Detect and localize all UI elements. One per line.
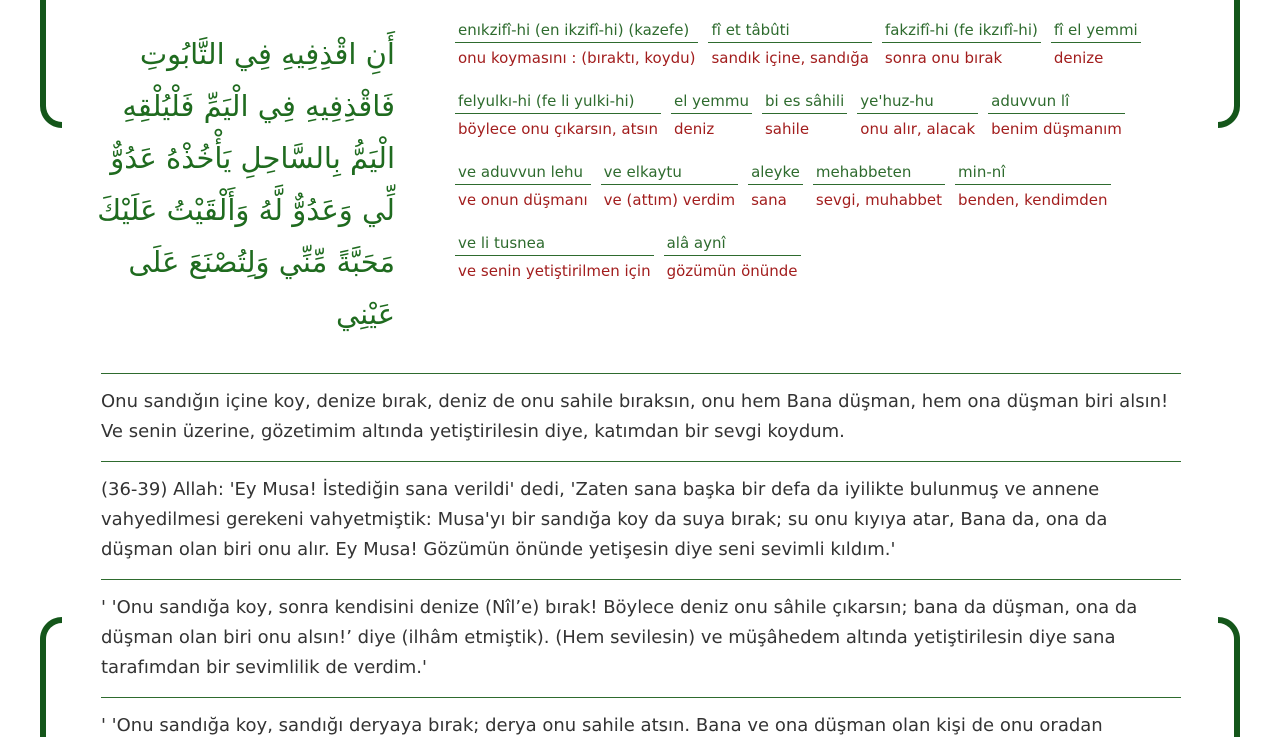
- word-meaning: böylece onu çıkarsın, atsın: [458, 120, 658, 138]
- word-transliteration: ve elkaytu: [601, 162, 738, 185]
- word-meaning: onu alır, alacak: [860, 120, 976, 138]
- word-transliteration: el yemmu: [671, 91, 752, 114]
- arabic-verse: أَنِ اقْذِفِيهِ فِي التَّابُوتِ فَاقْذِفِيهِ فِي الْيَمِّ فَلْيُلْقِهِ الْيَمُّ بِالسَّاحِلِ يَأْخُذْهُ عَدُوٌّ لِّي وَعَدُوٌّ لَّهُ وَأَلْقَيْتُ عَلَيْكَ مَحَبَّةً مِّنِّي وَلِتُصْنَعَ عَلَى عَيْنِي: [97, 37, 395, 331]
- word-transliteration: bi es sâhili: [762, 91, 847, 114]
- word-item: [748, 162, 803, 233]
- word-meaning: deniz: [673, 120, 715, 138]
- word-meaning: sonra onu bırak: [884, 49, 1003, 67]
- word-item: [601, 162, 738, 233]
- top-left-bracket: [40, 0, 62, 128]
- word-item: [455, 162, 591, 233]
- word-item: [857, 91, 978, 162]
- word-meaning: denize: [1053, 49, 1104, 67]
- word-item: [813, 162, 945, 233]
- word-item: [455, 20, 698, 91]
- translation-text: ' 'Onu sandığa koy, sandığı deryaya bırak; derya onu sahile atsın. Bana ve ona düşman olan kişi de onu oradan: [101, 697, 1181, 755]
- word-transliteration: ve li tusnea: [455, 233, 654, 256]
- word-meaning: gözümün önünde: [666, 262, 798, 280]
- word-item: [882, 20, 1041, 91]
- translation-text: ' 'Onu sandığa koy, sonra kendisini denize (Nîl’e) bırak! Böylece deniz onu sâhile çıkarsın; bana da düşman, ona da düşman olan biri onu alsın!’ diye (ilhâm etmiştik). (Hem sevilesin) ve müşâhedem altında yetiştirilesin diye sana tarafımdan bir sevimlilik de verdim.': [101, 579, 1181, 697]
- word-row: [455, 20, 1195, 91]
- word-meaning: onu koymasını : (bıraktı, koydu): [458, 49, 696, 67]
- word-meaning: ve onun düşmanı: [458, 191, 588, 209]
- word-transliteration: fî el yemmi: [1051, 20, 1141, 43]
- word-meaning: benden, kendimden: [958, 191, 1108, 209]
- bottom-left-bracket: [40, 617, 62, 737]
- word-transliteration: aduvvun lî: [988, 91, 1125, 114]
- word-meaning: sevgi, muhabbet: [815, 191, 943, 209]
- word-row: [455, 162, 1195, 233]
- word-transliteration: fî et tâbûti: [708, 20, 871, 43]
- word-transliteration: enıkzifî-hi (en ikzifî-hi) (kazefe): [455, 20, 698, 43]
- word-meaning: benim düşmanım: [991, 120, 1122, 138]
- word-row: [455, 91, 1195, 162]
- word-transliteration: fakzifî-hi (fe ikzıfî-hi): [882, 20, 1041, 43]
- word-meaning: sana: [751, 191, 787, 209]
- word-transliteration: felyulkı-hi (fe li yulki-hi): [455, 91, 661, 114]
- word-transliteration: min-nî: [955, 162, 1111, 185]
- word-item: [708, 20, 871, 91]
- word-transliteration: alâ aynî: [664, 233, 801, 256]
- translation-text: (36-39) Allah: 'Ey Musa! İstediğin sana verildi' dedi, 'Zaten sana başka bir defa da iyilikte bulunmuş ve annene vahyedilmesi gerekeni vahyetmiştik: Musa'yı bir sandığa koy da suya bırak; su onu kıyıya atar, Bana da, ona da düşman olan biri onu alır. Ey Musa! Gözümün önünde yetişesin diye seni sevimli kıldım.': [101, 461, 1181, 579]
- top-right-bracket: [1218, 0, 1240, 128]
- word-item: [664, 233, 801, 304]
- word-item: [455, 91, 661, 162]
- word-item: [988, 91, 1125, 162]
- word-meaning: ve (attım) verdim: [603, 191, 736, 209]
- word-item: [955, 162, 1111, 233]
- word-by-word-grid: [455, 20, 1195, 304]
- word-item: [671, 91, 752, 162]
- word-item: [762, 91, 847, 162]
- translation-text: Onu sandığın içine koy, denize bırak, deniz de onu sahile bıraksın, onu hem Bana düşman, hem ona düşman biri alsın! Ve senin üzerine, gözetimim altında yetiştirilesin diye, katımdan bir sevgi koydum.: [101, 373, 1181, 461]
- word-meaning: sandık içine, sandığa: [711, 49, 869, 67]
- word-transliteration: mehabbeten: [813, 162, 945, 185]
- word-transliteration: aleyke: [748, 162, 803, 185]
- word-item: [455, 233, 654, 304]
- bottom-right-bracket: [1218, 617, 1240, 737]
- word-meaning: sahile: [764, 120, 810, 138]
- word-meaning: ve senin yetiştirilmen için: [458, 262, 651, 280]
- translations-list: [101, 373, 1181, 755]
- word-transliteration: ve aduvvun lehu: [455, 162, 591, 185]
- word-item: [1051, 20, 1141, 91]
- word-transliteration: ye'huz-hu: [857, 91, 978, 114]
- word-row: [455, 233, 1195, 304]
